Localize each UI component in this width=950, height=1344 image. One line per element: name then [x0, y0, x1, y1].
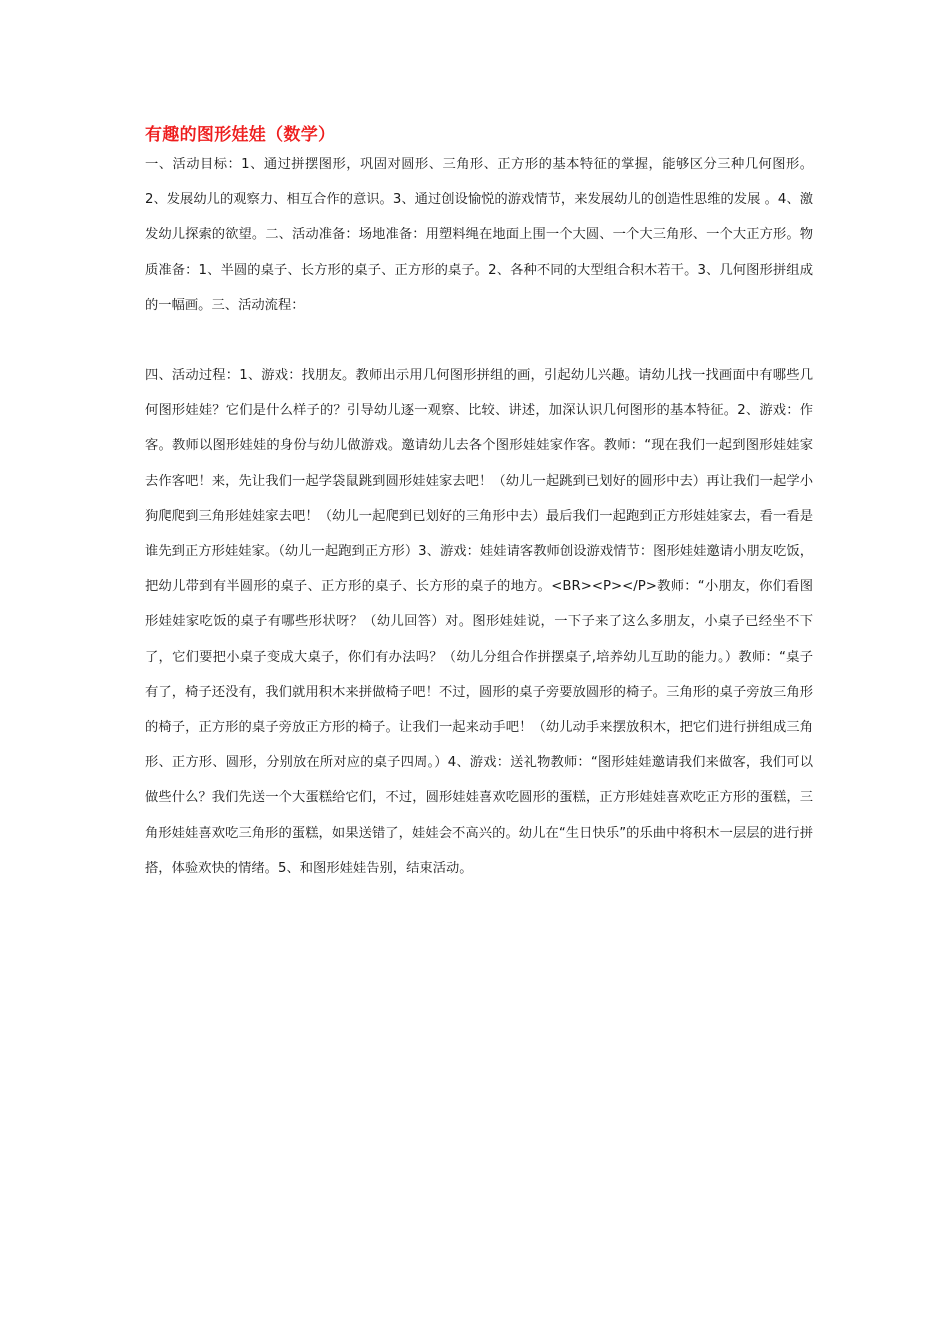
document-body: [145, 124, 813, 886]
paragraph-activity-process: 四、活动过程：1、游戏：找朋友。教师出示用几何图形拼组的画，引起幼儿兴趣。请幼儿找一找画面中有哪些几何图形娃娃？它们是什么样子的？引导幼儿逐一观察、比较、讲述，加深认识几何图形的基本特征。2、游戏：作客。教师以图形娃娃的身份与幼儿做游戏。邀请幼儿去各个图形娃娃家作客。教师：“现在我们一起到图形娃娃家去作客吧！来，先让我们一起学袋鼠跳到圆形娃娃家去吧！（幼儿一起跳到已划好的圆形中去）再让我们一起学小狗爬爬到三角形娃娃家去吧！（幼儿一起爬到已划好的三角形中去）最后我们一起跑到正方形娃娃家去，看一看是谁先到正方形娃娃家。（幼儿一起跑到正方形）3、游戏：娃娃请客教师创设游戏情节：图形娃娃邀请小朋友吃饭，把幼儿带到有半圆形的桌子、正方形的桌子、长方形的桌子的地方。<BR><P></P>教师：“小朋友，你们看图形娃娃家吃饭的桌子有哪些形状呀？（幼儿回答）对。图形娃娃说，一下子来了这么多朋友，小桌子已经坐不下了，它们要把小桌子变成大桌子，你们有办法吗？（幼儿分组合作拼摆桌子,培养幼儿互助的能力。）教师：“桌子有了，椅子还没有，我们就用积木来拼做椅子吧！不过，圆形的桌子旁要放圆形的椅子。三角形的桌子旁放三角形的椅子，正方形的桌子旁放正方形的椅子。让我们一起来动手吧！（幼儿动手来摆放积木，把它们进行拼组成三角形、正方形、圆形，分别放在所对应的桌子四周。）4、游戏：送礼物教师：“图形娃娃邀请我们来做客，我们可以做些什么？我们先送一个大蛋糕给它们，不过，圆形娃娃喜欢吃圆形的蛋糕，正方形娃娃喜欢吃正方形的蛋糕，三角形娃娃喜欢吃三角形的蛋糕，如果送错了，娃娃会不高兴的。幼儿在“生日快乐”的乐曲中将积木一层层的进行拼搭，体验欢快的情绪。5、和图形娃娃告别，结束活动。: [145, 368, 813, 876]
document-title: 有趣的图形娃娃（数学）: [145, 125, 336, 145]
paragraph-goals-and-preparation: 一、活动目标：1、通过拼摆图形，巩固对圆形、三角形、正方形的基本特征的掌握，能够区分三种几何图形。2、发展幼儿的观察力、相互合作的意识。3、通过创设愉悦的游戏情节，来发展幼儿的创造性思维的发展 。4、激发幼儿探索的欲望。二、活动准备：场地准备：用塑料绳在地面上围一个大圆、一个大三角形、一个大正方形。物质准备：1、半圆的桌子、长方形的桌子、正方形的桌子。2、各种不同的大型组合积木若干。3、几何图形拼组成的一幅画。三、活动流程：: [145, 157, 813, 313]
